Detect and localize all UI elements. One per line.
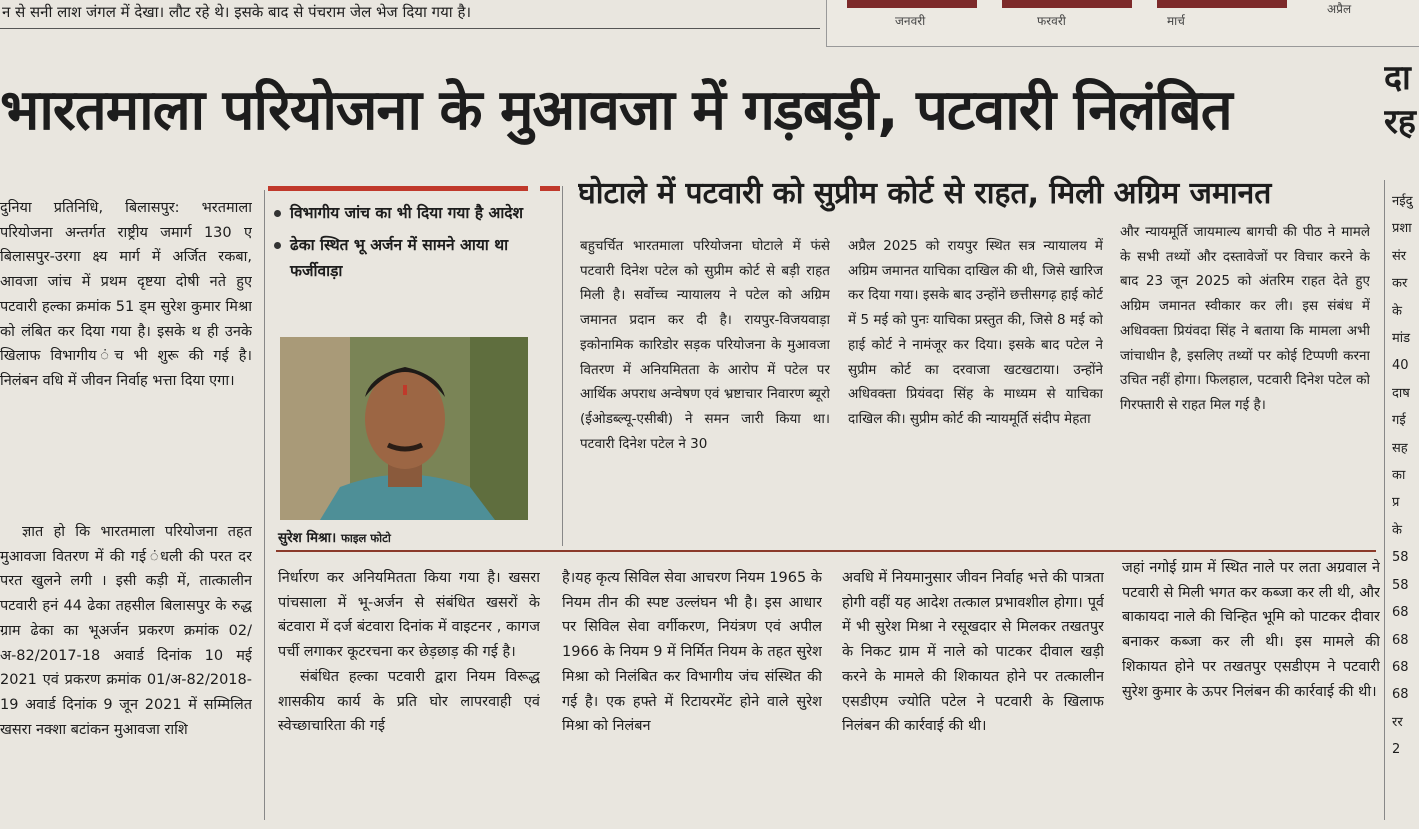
- sub-story-column-2: [848, 234, 1103, 534]
- month-label: अप्रैल: [1327, 2, 1352, 16]
- column-divider: [264, 190, 265, 820]
- right-strip-fragment: सह: [1392, 440, 1408, 456]
- month-chart-strip: [826, 0, 1419, 47]
- right-strip-fragment: 2: [1392, 742, 1401, 758]
- highlight-item: [272, 200, 527, 226]
- month-label: मार्च: [1167, 14, 1185, 28]
- right-strip-fragment: 58: [1392, 577, 1409, 593]
- bottom-column-1: [278, 566, 540, 816]
- right-strip-fragment: 58: [1392, 550, 1409, 566]
- highlight-text: ढेका स्थित भू अर्जन में सामने आया था फर्जीवाड़ा: [290, 236, 509, 280]
- right-strip-fragment: प्र: [1392, 495, 1400, 511]
- column-divider: [1384, 180, 1385, 820]
- column-divider: [562, 186, 563, 546]
- bottom-column-4: [1122, 556, 1380, 816]
- highlight-text: विभागीय जांच का भी दिया गया है आदेश: [290, 204, 524, 222]
- portrait-illustration: [280, 337, 528, 520]
- highlight-rule: [268, 186, 528, 191]
- paragraph: अप्रैल 2025 को रायपुर स्थित सत्र न्यायालय में अग्रिम जमानत याचिका दाखिल की थी, जिसे खारिज कर दिया गया। इसके बाद उन्होंने छत्तीसगढ़ हाई कोर्ट में 5 मई को पुनः याचिका प्रस्तुत की, जिसे 8 मई को हाई कोर्ट ने नामंजूर कर दिया। इसके बाद पटेल ने सुप्रीम कोर्ट का दरवाजा खटखटाया। उन्होंने अधिवक्ता प्रियंवदा सिंह के माध्यम से याचिका दाखिल की। सुप्रीम कोर्ट की न्यायमूर्ति संदीप मेहता: [848, 238, 1103, 427]
- fragment-line: दा: [1384, 58, 1411, 98]
- next-headline-fragment: [1384, 56, 1419, 144]
- paragraph: दुनिया प्रतिनिधि, बिलासपुर: भरतमाला परियोजना अन्तर्गत राष्ट्रीय जमार्ग 130 ए बिलासपुर-उरगा क्ष्य मार्ग में अर्जित रकबा, आवजा जांच में प्रथम दृष्टया दोषी नते हुए पटवारी हल्का क्रमांक 51 ड्म सुरेश कुमार मिश्रा को लंबित कर दिया गया है। इसके थ ही उनके खिलाफ विभागीय ंच भी शुरू की गई है। निलंबन वधि में जीवन निर्वाह भत्ता दिया एगा।: [0, 200, 252, 389]
- right-strip-fragment: गई: [1392, 413, 1406, 429]
- photo-caption: [278, 526, 533, 552]
- paragraph: जहां नगोई ग्राम में स्थित नाले पर लता अग्रवाल ने पटवारी से मिली भगत कर कब्जा कर ली थी, और बाकायदा नाले की चिन्हित भूमि को पाटकर दीवार बनाकर कब्जा कर ली थी। इस मामले की शिकायत होने पर तखतपुर एसडीएम ने पटवारी सुरेश कुमार के ऊपर निलंबन की कार्रवाई की थी।: [1122, 560, 1380, 700]
- paragraph: बहुचर्चित भारतमाला परियोजना घोटाले में फंसे पटवारी दिनेश पटेल को सुप्रीम कोर्ट से बड़ी राहत मिली है। सर्वोच्च न्यायालय ने पटेल को अग्रिम जमानत प्रदान कर दी है। रायपुर-विजयवाड़ा इकोनामिक कारिडोर सड़क परियोजना के मुआवजा वितरण में अनियमितता के आरोप में पटेल पर आर्थिक अपराध अन्वेषण एवं भ्रष्टाचार निवारण ब्यूरो (ईओडब्ल्यू-एसीबी) ने समन जारी किया था। पटवारी दिनेश पटेल ने 30: [580, 238, 830, 452]
- right-strip: [1392, 188, 1419, 764]
- highlight-item: [272, 232, 527, 284]
- paragraph: अवधि में नियमानुसार जीवन निर्वाह भत्ते की पात्रता होगी वहीं यह आदेश तत्काल प्रभावशील होगा। पूर्व में भी सुरेश मिश्रा ने रसूखदार से मिलकर तखतपुर के निकट ग्राम में नाले को पाटकर दीवाल खड़ी करने के मामले की शिकायत होने पर तत्कालीन एसडीएम ज्योति पटेल ने पटवारी के खिलाफ निलंबन की कार्रवाई की थी।: [842, 570, 1104, 735]
- right-strip-fragment: प्रशा: [1392, 221, 1412, 237]
- right-strip-fragment: 68: [1392, 632, 1409, 648]
- person-photo: [280, 337, 528, 520]
- sub-story-column-1: [580, 234, 830, 534]
- right-strip-fragment: संर: [1392, 248, 1407, 264]
- bullet-icon: [274, 210, 281, 217]
- right-strip-fragment: कर: [1392, 276, 1408, 292]
- paragraph: संबंधित हल्का पटवारी द्वारा नियम विरूद्ध शासकीय कार्य के प्रति घोर लापरवाही एवं स्वेच्छाचारिता की गई: [278, 668, 540, 735]
- left-column-bottom: [0, 520, 252, 820]
- right-strip-fragment: नईदु: [1392, 194, 1413, 209]
- bullet-icon: [274, 242, 281, 249]
- left-column-top: [0, 196, 252, 546]
- bottom-column-3: [842, 566, 1104, 816]
- sub-rule: [540, 186, 560, 191]
- right-strip-fragment: 40: [1392, 358, 1409, 374]
- highlights-box: [272, 200, 527, 290]
- right-strip-fragment: के: [1392, 522, 1402, 538]
- caption-credit: फाइल फोटो: [340, 531, 391, 545]
- top-divider: [0, 28, 820, 29]
- caption-name: सुरेश मिश्रा।: [278, 530, 337, 546]
- paragraph: है।यह कृत्य सिविल सेवा आचरण नियम 1965 के नियम तीन की स्पष्ट उल्लंघन भी है। इस आधार पर सिविल सेवा वर्गीकरण, नियंत्रण एवं अपील 1966 के नियम 9 में निर्मित नियम के तहत सुरेश मिश्रा को निलंबित कर विभागीय जंच संस्थित की गई है। एक हफ्ते में रिटायरमेंट होने वाले सुरेश मिश्रा को निलंबन: [562, 570, 822, 735]
- fragment-line: रह: [1384, 102, 1416, 142]
- right-strip-fragment: दाष: [1392, 385, 1410, 401]
- sub-story-column-3: [1120, 220, 1370, 520]
- right-strip-fragment: मांड: [1392, 331, 1411, 347]
- paragraph: और न्यायमूर्ति जायमाल्य बागची की पीठ ने मामले के सभी तथ्यों और दस्तावेजों पर विचार करने के बाद 23 जून 2025 को अंतरिम राहत देते हुए अग्रिम जमानत स्वीकार कर ली। इस संबंध में अधिवक्ता प्रियंवदा सिंह ने बताया कि मामला अभी जांचाधीन है, इसलिए तथ्यों पर कोई टिप्पणी करना उचित नहीं होगा। फिलहाल, पटवारी दिनेश पटेल को गिरफ्तारी से राहत मिल गई है।: [1120, 224, 1370, 413]
- section-divider: [276, 550, 1376, 552]
- month-bar: [1157, 0, 1287, 8]
- right-strip-fragment: 68: [1392, 687, 1409, 703]
- month-bar: [847, 0, 977, 8]
- right-strip-fragment: 68: [1392, 605, 1409, 621]
- bottom-column-2: [562, 566, 822, 816]
- sub-headline: घोटाले में पटवारी को सुप्रीम कोर्ट से राहत, मिली अग्रिम जमानत: [578, 176, 1272, 211]
- paragraph: निर्धारण कर अनियमितता किया गया है। खसरा पांचसाला में भू-अर्जन से संबंधित खसरों के बंटवारा में दर्ज बंटवारा दिनांक में वाइटनर , कागज पर्ची लगाकर कूटरचना कर छेड़छाड़ की गई है।: [278, 570, 540, 661]
- right-strip-fragment: रर: [1392, 714, 1403, 730]
- month-label: फरवरी: [1037, 14, 1066, 28]
- month-label: जनवरी: [895, 14, 926, 28]
- right-strip-fragment: के: [1392, 303, 1402, 319]
- top-strip-text: न से सनी लाश जंगल में देखा। लौट रहे थे। इसके बाद से पंचराम जेल भेज दिया गया है।: [2, 3, 472, 21]
- right-strip-fragment: का: [1392, 468, 1406, 484]
- month-bar: [1002, 0, 1132, 8]
- main-headline: भारतमाला परियोजना के मुआवजा में गड़बड़ी, पटवारी निलंबित: [0, 78, 1232, 143]
- paragraph: ज्ञात हो कि भारतमाला परियोजना तहत मुआवजा वितरण में की गई ंधली की परत दर परत खुलने लगी । इसी कड़ी में, तात्कालीन पटवारी हनं 44 ढेका तहसील बिलासपुर के रुद्ध ग्राम ढेका का भूअर्जन प्रकरण क्रमांक 02/अ-82/2017-18 अवार्ड दिनांक 10 मई 2021 एवं प्रकरण क्रमांक 01/अ-82/2018-19 अवार्ड दिनांक 9 जून 2021 में सम्मिलित खसरा नक्शा बटांकन मुआवजा राशि: [0, 524, 252, 738]
- right-strip-fragment: 68: [1392, 659, 1409, 675]
